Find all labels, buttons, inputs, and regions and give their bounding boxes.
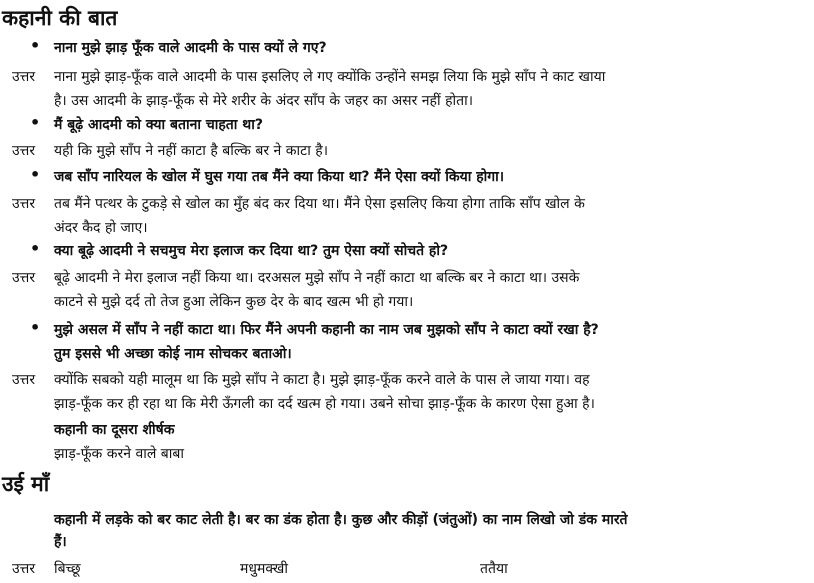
- answer-1-line-2: है। उस आदमी के झाड़-फूँक से मेरे शरीर के अंदर साँप के जहर का असर नहीं होता।: [54, 93, 474, 109]
- question-2: मैं बूढ़े आदमी को क्या बताना चाहता था?: [54, 117, 263, 133]
- question-5-line-1: मुझे असल में साँप ने नहीं काटा था। फिर मैंने अपनी कहानी का नाम जब मुझको साँप ने काटा क्यों रखा है?: [54, 322, 599, 338]
- answer-4-line-2: काटने से मुझे दर्द तो तेज हुआ लेकिन कुछ देर के बाद खत्म भी हो गया।: [54, 294, 414, 310]
- answer-4-line-1: बूढ़े आदमी ने मेरा इलाज नहीं किया था। दरअसल मुझे साँप ने नहीं काटा था बल्कि बर ने काटा था। उसके: [54, 270, 580, 286]
- section2-question-line-1: कहानी में लड़के को बर काट लेती है। बर का डंक होता है। कुछ और कीड़ों (जंतुओं) का नाम लिखो जो डंक मारते: [54, 512, 628, 528]
- answer-scorpion: बिच्छू: [54, 561, 81, 577]
- second-title-value: झाड़-फूँक करने वाले बाबा: [54, 446, 185, 462]
- answer-3-line-2: अंदर कैद हो जाए।: [54, 220, 148, 236]
- bullet-icon: •: [30, 165, 41, 184]
- answer-label: उत्तर: [12, 143, 36, 159]
- section2-question-line-2: हैं।: [54, 534, 67, 550]
- section-title-ui-maa: उई माँ: [2, 472, 50, 496]
- answer-wasp: ततैया: [480, 561, 508, 577]
- answer-3-line-1: तब मैंने पत्थर के टुकड़े से खोल का मुँह बंद कर दिया था। मैंने ऐसा इसलिए किया होगा ताकि साँप खोल के: [54, 196, 585, 212]
- question-3: जब साँप नारियल के खोल में घुस गया तब मैंने क्या किया था? मैंने ऐसा क्यों किया होगा।: [54, 169, 505, 185]
- answer-label: उत्तर: [12, 196, 36, 212]
- answer-label: उत्तर: [12, 372, 36, 388]
- question-5-line-2: तुम इससे भी अच्छा कोई नाम सोचकर बताओ।: [54, 346, 292, 362]
- second-title-label: कहानी का दूसरा शीर्षक: [54, 422, 175, 438]
- bullet-icon: •: [30, 318, 41, 337]
- answer-5-line-1: क्योंकि सबको यही मालूम था कि मुझे साँप ने काटा है। मुझे झाड़-फूँक करने वाले के पास ले जाया गया। वह: [54, 372, 590, 388]
- answer-honeybee: मधुमक्खी: [240, 561, 288, 577]
- answer-label: उत्तर: [12, 270, 36, 286]
- question-1: नाना मुझे झाड़ फूँक वाले आदमी के पास क्यों ले गए?: [54, 40, 327, 56]
- answer-1-line-1: नाना मुझे झाड़-फूँक वाले आदमी के पास इसलिए ले गए क्योंकि उन्होंने समझ लिया कि मुझे साँप ने काट खाया: [54, 69, 606, 85]
- answer-5-line-2: झाड़-फूँक कर ही रहा था कि मेरी ऊँगली का दर्द खत्म हो गया। उबने सोचा झाड़-फूँक के कारण ऐसा हुआ है।: [54, 396, 595, 412]
- answer-label: उत्तर: [12, 69, 36, 85]
- question-4: क्या बूढ़े आदमी ने सचमुच मेरा इलाज कर दिया था? तुम ऐसा क्यों सोचते हो?: [54, 243, 449, 259]
- bullet-icon: •: [30, 239, 41, 258]
- answer-2-line-1: यही कि मुझे साँप ने नहीं काटा है बल्कि बर ने काटा है।: [54, 143, 329, 159]
- section-title-kahani-ki-baat: कहानी की बात: [2, 6, 118, 30]
- answer-label: उत्तर: [12, 561, 36, 577]
- bullet-icon: •: [30, 113, 41, 132]
- bullet-icon: •: [30, 36, 41, 55]
